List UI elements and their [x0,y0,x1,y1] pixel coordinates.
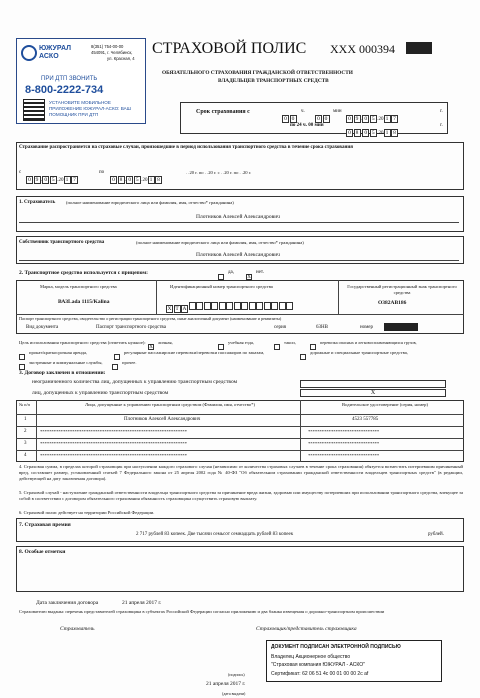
redaction-mark [406,42,432,54]
driver-row-no: 2 [24,429,27,434]
usage-period-label: Страхование распространяется на страховые случаи, произошедшие в период использования транспортного средства в течение срока страхования [19,145,353,150]
electronic-signature-stamp [266,640,442,682]
vehicle-vin-header: Идентификационный номер транспортного средства [170,284,273,289]
doc-number-redaction [384,323,418,331]
insurer-logo-block [16,38,146,124]
driver-row-no: 4 [24,453,27,458]
contract-date-label: Дата заключения договора [36,600,99,606]
contract-title: 3. Договор заключен в отношении: [19,370,106,376]
clause-6: 6. Страховой полис действует на территории Российской Федерации. [19,510,155,515]
period-to-date: 0 8 0 5 .20 1 8 [110,168,163,186]
hotline-caption: ПРИ ДТП ЗВОНИТЬ [41,76,98,82]
purpose-taxi-checkbox[interactable] [274,338,282,356]
signature-hint: (подпись) [228,672,245,677]
vehicle-plate: O382AB186 [378,300,407,306]
trailer-title: 2. Транспортное средство используется с прицепом: [19,270,148,276]
vehicle-passport-hint: Паспорт транспортного средства, свидетельство о регистрации транспортного средства, иные аналогичный документ (наименование и реквизиты) [19,316,282,321]
contract-limited: лиц, допущенных к управлению транспортным средством [32,390,169,396]
agent-signature-label: Страховщик/представитель страховщика [256,626,357,632]
owner-value: Плотников Алексей Александрович [196,252,280,258]
issue-date: 21 апреля 2017 г. [206,681,246,687]
purpose-taxi: такси, [284,340,296,345]
policy-subtitle-1: ОБЯЗАТЕЛЬНОГО СТРАХОВАНИЯ ГРАЖДАНСКОЙ ОТВЕТСТВЕННОСТИ [162,70,353,76]
vehicle-vin-cells: X T A [166,297,294,315]
vehicle-plate-header: Государственный регистрационный знак транспортного средства [347,284,457,295]
stamp-owner-label: Владелец Акционерное общество [271,654,351,660]
trailer-no-label: нет. [256,270,264,275]
driver-row-license: ******************************* [308,453,380,458]
driver-row-no: 3 [24,441,27,446]
trailer-yes-label: да, [228,270,235,275]
insurer-value: Плотников Алексей Александрович [196,214,280,220]
unit-year: г. [440,109,443,114]
policy-series-number: ХХХ 000394 [330,42,395,56]
drivers-col-license: Водительское удостоверение (серия, номер) [342,402,428,407]
purpose-label: Цель использования транспортного средства (отметить нужное): [19,340,146,345]
contact-address: 454091, г. Челябинск, [91,50,133,55]
premium-value: 2 717 рублей 83 копеек. Две тысячи семьсот семнадцать рублей 83 копеек [136,532,294,537]
policy-subtitle-2: ВЛАДЕЛЬЦЕВ ТРАНСПОРТНЫХ СРЕДСТВ [218,78,329,84]
contact-street: ул. Красная, 4 [107,56,135,61]
logo-name: ЮЖУРАЛ АСКО [39,45,72,60]
purpose-dangerous: перевозка опасных и легковоспламеняющихся грузов, [320,340,417,345]
issue-date-hint: (дата выдачи) [222,691,246,696]
drivers-col-no: № п/п [19,402,30,407]
hotline-phone: 8-800-2222-734 [25,84,104,96]
vehicle-model-header: Марка, модель транспортного средства [40,284,117,289]
qr-code-icon [23,99,45,121]
purpose-rent: прокат/краткосрочная аренда, [29,350,88,355]
period-to-prefix: по [99,170,105,175]
trailer-no-checkbox[interactable]: X [247,275,251,281]
driver-row-name: **************************************************************** [40,453,187,458]
purpose-other-checkbox[interactable] [112,358,120,376]
contract-date-value: 21 апреля 2017 г. [122,600,162,606]
special-notes-box [16,546,464,592]
premium-unit: рублей. [428,532,444,537]
unit-year-2: г. [440,123,443,128]
stamp-certificate: Сертификат: 62 06 51 4c 00 01 00 00 2c af [271,671,369,677]
doc-number-label: номер [360,325,373,330]
doc-series-label: серия [274,325,286,330]
driver-row-no: 1 [24,417,27,422]
driver-row-license: 4523 557785 [352,417,379,422]
purpose-special: дорожные и специальные транспортные средства, [310,350,408,355]
premium-box [16,518,464,542]
insurer-hint: (полное наименование юридического лица или фамилия, имя, отчество* гражданина) [66,200,234,205]
drivers-col-name: Лица, допущенные к управлению транспортным средством (Фамилия, имя, отчество*) [84,402,256,407]
term-to-date: 0 8 0 5 .20 1 8 [346,121,399,139]
attachment-note: Страхователю выданы: перечень представителей страховщика в субъектах Российской Федерации согласно приложению и два бланка извещения о дорожно-транспортном происшествии [19,609,385,614]
special-notes-label: 8. Особые отметки [19,549,66,555]
purpose-passenger: регулярные пассажирские перевозки/перевозки пассажиров по заказам, [124,350,265,355]
purpose-personal: личная, [158,340,173,345]
unit-minutes: мин [333,109,342,114]
doc-type-label: Вид документа [26,325,59,330]
term-label: Срок страхования с [196,109,250,115]
purpose-emergency: экстренные и коммунальные службы, [29,360,103,365]
purpose-special-checkbox[interactable] [300,348,308,366]
owner-title: Собственник транспортного средства [19,240,105,245]
vehicle-model: ВАЗLada 1115/Kalina [58,299,110,305]
policy-title: СТРАХОВОЙ ПОЛИС [152,40,307,57]
app-promo: УСТАНОВИТЕ МОБИЛЬНОЕ ПРИЛОЖЕНИЕ ЮЖУРАЛ-АСКО: ВАШ ПОМОЩНИК ПРИ ДТП [49,100,131,117]
insurer-title: 1. Страхователь [19,200,56,205]
contract-limited-box[interactable]: X [300,389,446,397]
driver-row-name: **************************************************************** [40,441,187,446]
driver-row-license: ******************************* [308,441,380,446]
driver-row-name: **************************************************************** [40,429,187,434]
driver-row-name: Плотников Алексей Александрович [124,417,201,422]
term-from-date: 0 9 0 5 .20 1 7 [346,107,399,125]
period-from-prefix: с [19,170,22,175]
contact-phone: 8(351) 754-00-00 [91,44,124,49]
stamp-title: ДОКУМЕНТ ПОДПИСАН ЭЛЕКТРОННОЙ ПОДПИСЬЮ [271,644,401,650]
asko-logo-icon [21,45,37,61]
clause-4: 4. Страховая сумма, в пределах которой страховщик при наступлении каждого страхового случая (независимо от количества страховых случаев в течение срока страхования) обязуется возместить потерпевшим причиненный вред, составляет размер, установленный статьей 7 Федерального закона от 25 апреля 2002 года № 40-ФЗ "Об обязательном страховании гражданской ответственности владельцев транспортных средств" (в редакции, действующей на дату заключения договора). [19,464,463,481]
doc-series-value: 63НВ [316,325,328,330]
stamp-owner-name: "Страховая компания ЮЖУРАЛ - АСКО" [271,662,365,668]
contract-unlimited: неограниченного количества лиц, допущенных к управлению транспортным средством [32,379,238,385]
doc-type-value: Паспорт транспортного средства [96,325,166,330]
term-from-hours: 0 0 [282,107,297,125]
purpose-other: прочее. [122,360,137,365]
premium-label: 7. Страховая премия [19,522,71,528]
purpose-training: учебная езда, [228,340,255,345]
insurer-signature-label: Страхователь [60,626,95,632]
contract-unlimited-box[interactable] [300,380,446,388]
term-to-label: по 24 ч. 00 мин [290,123,324,128]
clause-5: 5. Страховой случай - наступление гражданской ответственности владельца транспортного средства за причинение вреда жизни, здоровью или имуществу потерпевших при использовании транспортного средства, влекущее за собой в соответствии с договором обязательного страхования обязанность страховщика осуществить страховую выплату. [19,490,463,501]
owner-hint: (полное наименование юридического лица или фамилия, имя, отчество* гражданина) [136,240,304,245]
driver-row-license: ******************************* [308,429,380,434]
purpose-personal-checkbox[interactable]: X [149,345,153,351]
unit-hours: ч. [301,109,305,114]
period-blank-slots: . .20 г. по . .20 г. с . .20 г. по . .20 г. [186,170,252,175]
period-from-date: 0 9 0 5 .20 1 7 [26,168,79,186]
term-from-minutes: 0 0 [315,107,330,125]
insurance-term-box [180,102,448,134]
